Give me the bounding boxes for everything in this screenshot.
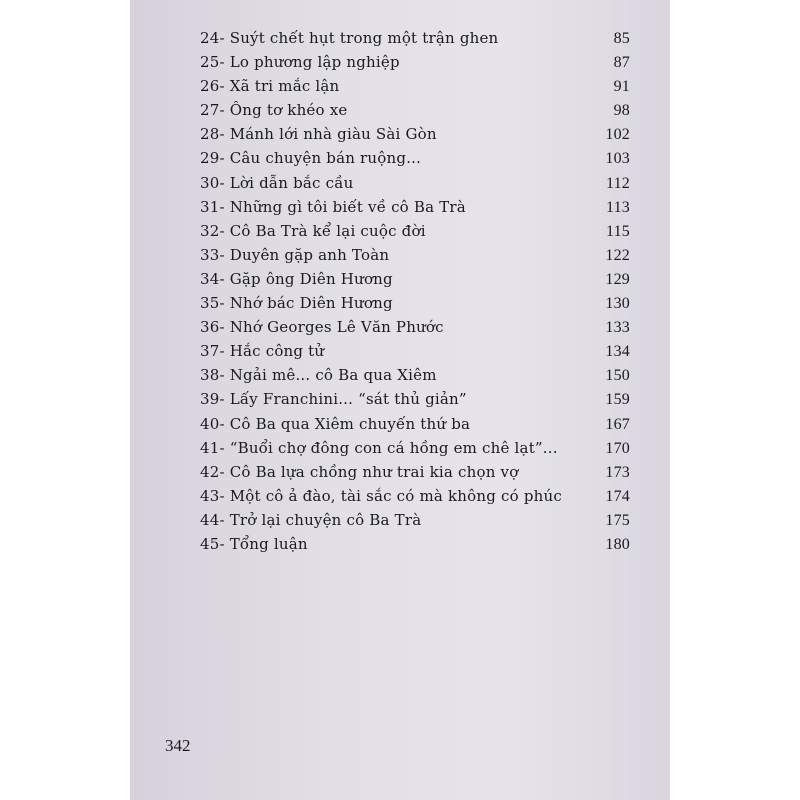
- toc-entry-page: 173: [605, 463, 630, 481]
- toc-entry-title: 32- Cô Ba Trà kể lại cuộc đời: [200, 221, 426, 240]
- toc-entry-page: 130: [605, 295, 630, 313]
- toc-entry-title: 39- Lấy Franchini... “sát thủ giản”: [200, 390, 467, 409]
- toc-entry: [200, 318, 630, 342]
- toc-entry-title: 24- Suýt chết hụt trong một trận ghen: [200, 29, 499, 47]
- toc-entry-page: 87: [613, 54, 630, 72]
- page-number: 342: [165, 736, 191, 755]
- toc-entry: [200, 342, 630, 366]
- toc-entry: [200, 270, 630, 294]
- toc-entry-title: 31- Những gì tôi biết về cô Ba Trà: [200, 197, 466, 216]
- toc-entry-page: 150: [605, 367, 630, 385]
- toc-entry-page: 112: [605, 174, 630, 192]
- toc-entry-title: 35- Nhớ bác Diên Hương: [200, 294, 393, 313]
- toc-entry-title: 36- Nhớ Georges Lê Văn Phước: [200, 318, 444, 337]
- toc-entry: [200, 77, 630, 101]
- toc-entry: [200, 487, 630, 511]
- toc-entry-page: 159: [605, 391, 630, 409]
- toc-entry-title: 38- Ngải mê... cô Ba qua Xiêm: [200, 366, 437, 385]
- toc-entry-title: 27- Ông tơ khéo xe: [200, 101, 348, 120]
- toc-entry-title: 44- Trở lại chuyện cô Ba Trà: [200, 510, 422, 529]
- table-of-contents: [200, 29, 630, 559]
- toc-entry-page: 91: [613, 78, 630, 96]
- toc-entry-page: 115: [605, 222, 630, 240]
- toc-entry-page: 180: [605, 535, 630, 553]
- toc-entry-title: 34- Gặp ông Diên Hương: [200, 269, 393, 288]
- toc-entry: [200, 415, 630, 439]
- toc-entry-page: 113: [605, 198, 630, 216]
- toc-entry-page: 102: [605, 126, 630, 144]
- toc-entry: [200, 439, 630, 463]
- toc-entry: [200, 125, 630, 149]
- toc-entry-title: 40- Cô Ba qua Xiêm chuyến thứ ba: [200, 414, 471, 433]
- toc-entry: [200, 535, 630, 559]
- toc-entry: [200, 294, 630, 318]
- toc-entry-page: 133: [605, 319, 630, 337]
- toc-entry: [200, 511, 630, 535]
- toc-entry-page: 170: [605, 439, 630, 457]
- toc-entry-page: 98: [613, 102, 630, 120]
- toc-entry: [200, 101, 630, 125]
- toc-entry-page: 174: [605, 487, 630, 505]
- toc-entry-page: 85: [613, 30, 630, 47]
- toc-entry-page: 129: [605, 270, 630, 288]
- toc-entry-title: 42- Cô Ba lựa chồng như trai kia chọn vợ: [200, 462, 519, 481]
- toc-entry: [200, 366, 630, 390]
- toc-entry-page: 134: [605, 343, 630, 361]
- toc-entry-title: 29- Câu chuyện bán ruộng...: [200, 149, 422, 168]
- toc-entry: [200, 390, 630, 414]
- toc-entry-title: 33- Duyên gặp anh Toàn: [200, 245, 390, 264]
- toc-entry: [200, 198, 630, 222]
- toc-entry: [200, 246, 630, 270]
- toc-entry-title: 28- Mánh lới nhà giàu Sài Gòn: [200, 125, 437, 144]
- toc-entry-title: 41- “Buổi chợ đông con cá hồng em chê lạt”...: [200, 438, 558, 457]
- toc-entry-title: 45- Tổng luận: [200, 534, 308, 553]
- toc-entry: [200, 149, 630, 173]
- toc-entry: [200, 53, 630, 77]
- toc-entry-title: 43- Một cô ả đào, tài sắc có mà không có phúc: [200, 486, 562, 505]
- toc-entry: [200, 463, 630, 487]
- toc-entry-title: 37- Hắc công tử: [200, 342, 325, 361]
- toc-entry-page: 167: [605, 415, 630, 433]
- toc-entry: [200, 174, 630, 198]
- toc-entry-page: 103: [605, 150, 630, 168]
- toc-entry-title: 26- Xã tri mắc lận: [200, 77, 340, 96]
- toc-entry: [200, 29, 630, 53]
- toc-entry-title: 25- Lo phương lập nghiệp: [200, 53, 400, 72]
- toc-entry-title: 30- Lời dẫn bắc cầu: [200, 173, 354, 192]
- toc-entry: [200, 222, 630, 246]
- toc-entry-page: 175: [605, 511, 630, 529]
- toc-entry-page: 122: [605, 246, 630, 264]
